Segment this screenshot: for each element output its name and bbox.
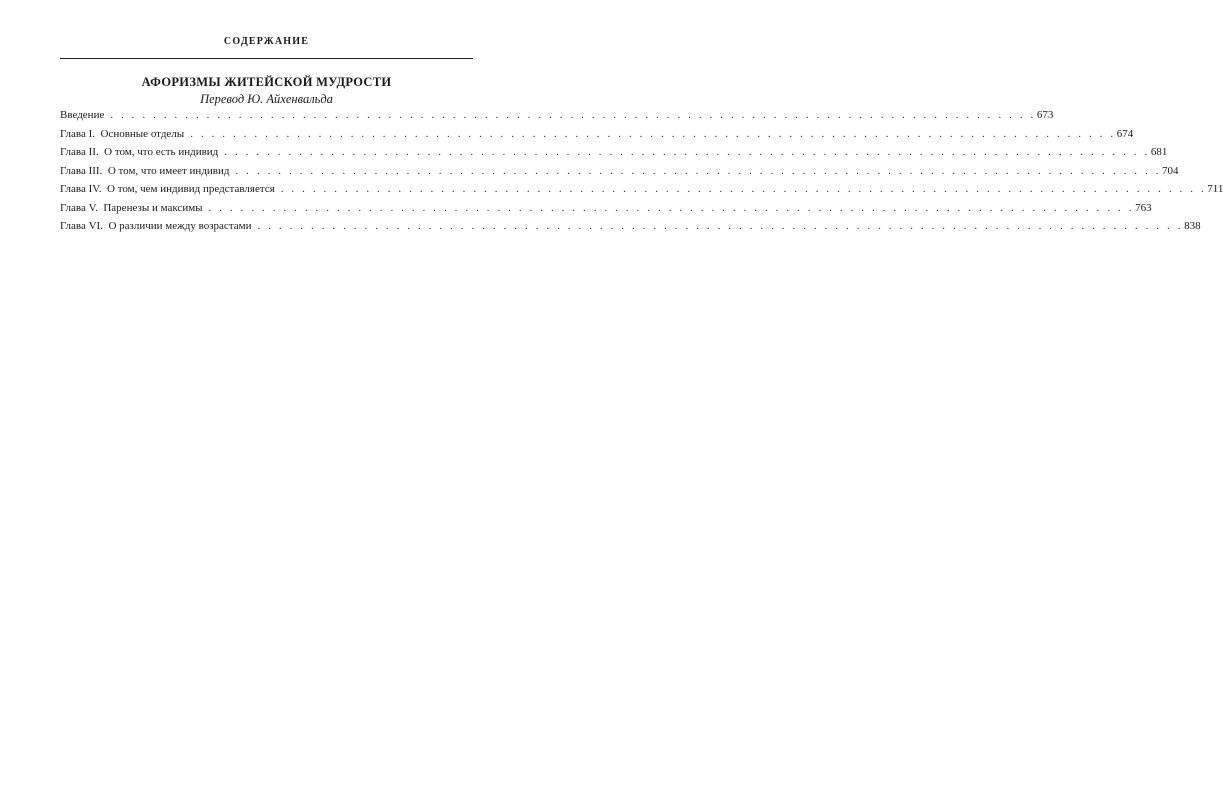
dot-leader: . . . . . . . . . . . . . . . . . . . . . . . . . . . . . . . . . . . . . . . . . . . . . . . . . . . . . . . . . . . . . . . . . . . . . . . . . . . . . . . . . . . . . . . [224,146,1150,158]
running-head: СОДЕРЖАНИЕ [223,36,310,47]
toc-entry-page: 674 [1116,127,1134,140]
dot-leader: . . . . . . . . . . . . . . . . . . . . . . . . . . . . . . . . . . . . . . . . . . . . . . . . . . . . . . . . . . . . . . . . . . . . . . . . . . . . . . . . . . . . . . . [208,201,1135,214]
toc-entry-page: 838 [1184,220,1201,232]
toc-entry-chapter-3 [60,164,1179,184]
toc-entry-introduction [60,109,1054,128]
header-rule [60,58,473,59]
section-subtitle: Перевод Ю. Айхенвальда [200,92,333,106]
dot-leader: . . . . . . . . . . . . . . . . . . . . . . . . . . . . . . . . . . . . . . . . . . . . . . . . . . . . . . . . . . . . . . . . . . . . . . . . . . . . . . . . . . . . . . . [110,109,1036,121]
toc-entry-label: Глава I. Основные отделы [60,127,185,140]
toc-entry-label: Глава III. О том, что имеет индивид [60,164,230,177]
toc-entry-chapter-1 [60,127,1134,147]
dot-leader: . . . . . . . . . . . . . . . . . . . . . . . . . . . . . . . . . . . . . . . . . . . . . . . . . . . . . . . . . . . . . . . . . . . . . . . . . . . . . . . . . . . . . . . [280,183,1207,195]
toc-entry-chapter-4 [60,183,1223,202]
toc-entry-page: 711 [1207,183,1223,195]
dot-leader: . . . . . . . . . . . . . . . . . . . . . . . . . . . . . . . . . . . . . . . . . . . . . . . . . . . . . . . . . . . . . . . . . . . . . . . . . . . . . . . . . . . . . . . [235,164,1162,177]
table-of-contents [60,109,1223,239]
toc-entry-label: Глава II. О том, что есть индивид [60,146,219,158]
toc-entry-chapter-5 [60,201,1152,221]
toc-entry-chapter-6 [60,220,1201,239]
toc-entry-page: 704 [1162,164,1179,177]
toc-entry-label: Введение [60,109,105,121]
toc-entry-label: Глава VI. О различии между возрастами [60,220,252,232]
toc-entry-label: Глава IV. О том, чем индивид представляется [60,183,275,195]
toc-entry-label: Глава V. Паренезы и максимы [60,201,203,214]
toc-entry-page: 673 [1036,109,1054,121]
dot-leader: . . . . . . . . . . . . . . . . . . . . . . . . . . . . . . . . . . . . . . . . . . . . . . . . . . . . . . . . . . . . . . . . . . . . . . . . . . . . . . . . . . . . . . . [257,220,1184,232]
dot-leader: . . . . . . . . . . . . . . . . . . . . . . . . . . . . . . . . . . . . . . . . . . . . . . . . . . . . . . . . . . . . . . . . . . . . . . . . . . . . . . . . . . . . . . . [190,127,1116,140]
toc-entry-page: 681 [1150,146,1168,158]
toc-entry-chapter-2 [60,146,1168,165]
section-title: АФОРИЗМЫ ЖИТЕЙСКОЙ МУДРОСТИ [141,75,392,89]
toc-entry-page: 763 [1135,201,1152,214]
